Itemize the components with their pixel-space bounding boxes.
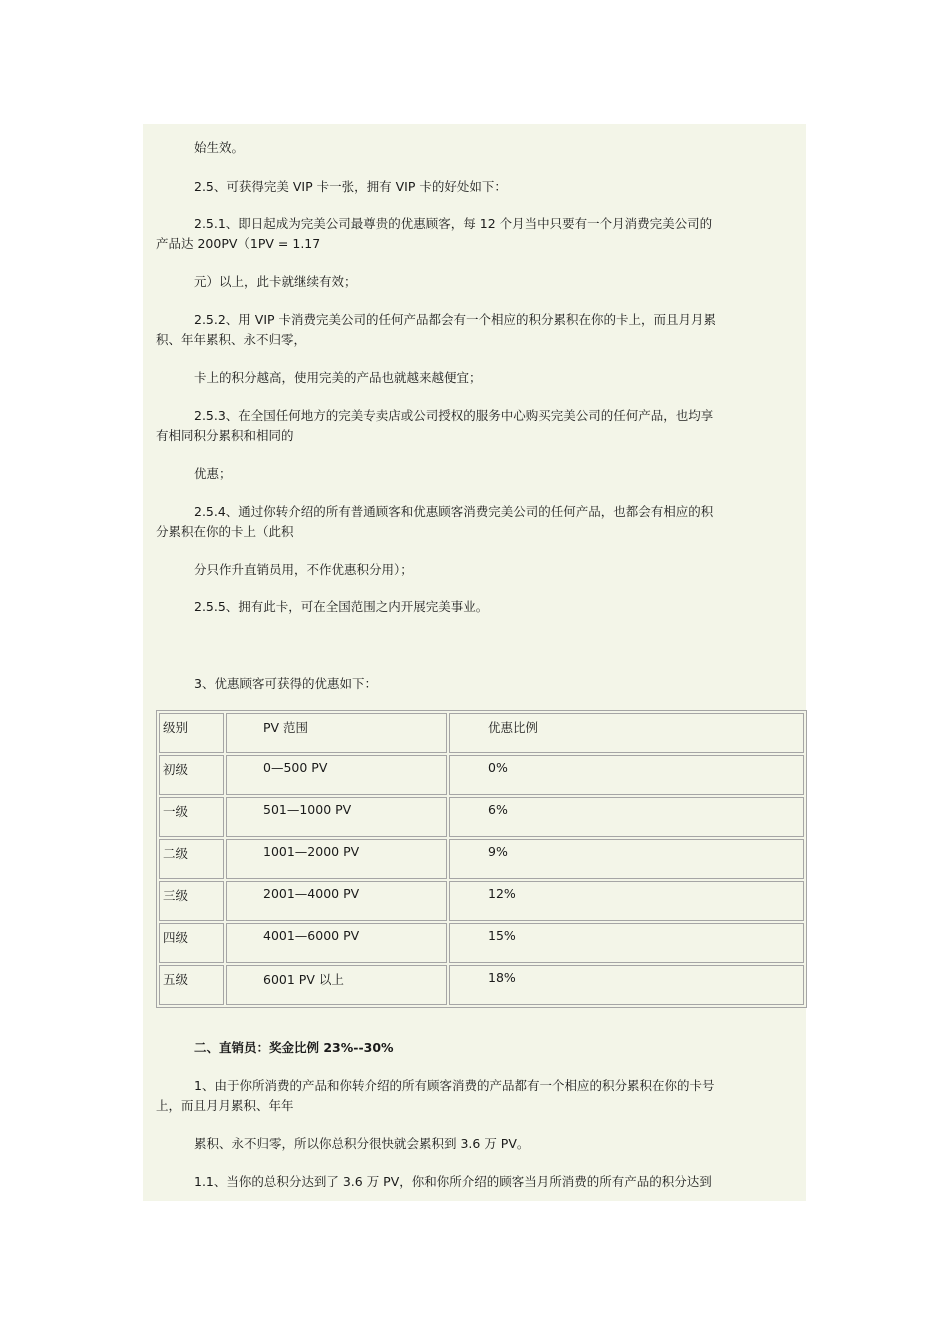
table-cell: 0% — [449, 755, 804, 795]
paragraph-2-5-1: 2.5.1、即日起成为完美公司最尊贵的优惠顾客，每 12 个月当中只要有一个月消费完美公司的 — [194, 216, 713, 231]
table-cell: 0—500 PV — [226, 755, 447, 795]
table-cell: 12% — [449, 881, 804, 921]
paragraph-1-end: 累积、永不归零，所以你总积分很快就会累积到 3.6 万 PV。 — [194, 1136, 530, 1151]
table-row — [159, 797, 804, 837]
table-cell: 2001—4000 PV — [226, 881, 447, 921]
paragraph-2-5-2-cont: 积、年年累积、永不归零， — [156, 332, 307, 347]
table-cell: 一级 — [159, 797, 224, 837]
paragraph-2-5-4: 2.5.4、通过你转介绍的所有普通顾客和优惠顾客消费完美公司的任何产品，也都会有相应的积 — [194, 504, 714, 519]
paragraph-1-1: 1.1、当你的总积分达到了 3.6 万 PV，你和你所介绍的顾客当月所消费的所有产品的积分达到 — [194, 1174, 712, 1189]
paragraph-2-5-1-end: 元）以上，此卡就继续有效； — [194, 274, 357, 289]
table-header-cell: 级别 — [159, 713, 224, 753]
table-cell: 6% — [449, 797, 804, 837]
paragraph-1-cont: 上，而且月月累积、年年 — [156, 1098, 294, 1113]
table-header-cell: PV 范围 — [226, 713, 447, 753]
table-header-row — [159, 713, 804, 753]
paragraph-2-5: 2.5、可获得完美 VIP 卡一张，拥有 VIP 卡的好处如下： — [194, 179, 507, 194]
table-row — [159, 965, 804, 1005]
table-cell: 二级 — [159, 839, 224, 879]
table-cell: 三级 — [159, 881, 224, 921]
table-row — [159, 755, 804, 795]
paragraph-2-5-2-end: 卡上的积分越高，使用完美的产品也就越来越便宜； — [194, 370, 482, 385]
paragraph-2-5-2: 2.5.2、用 VIP 卡消费完美公司的任何产品都会有一个相应的积分累积在你的卡上，而且月月累 — [194, 312, 717, 327]
paragraph-effective: 始生效。 — [194, 140, 245, 155]
table-cell: 501—1000 PV — [226, 797, 447, 837]
paragraph-1: 1、由于你所消费的产品和你转介绍的所有顾客消费的产品都有一个相应的积分累积在你的卡号 — [194, 1078, 715, 1093]
paragraph-3: 3、优惠顾客可获得的优惠如下： — [194, 676, 377, 691]
table-cell: 18% — [449, 965, 804, 1005]
paragraph-2-5-4-end: 分只作升直销员用，不作优惠积分用）； — [194, 562, 413, 577]
table-cell: 9% — [449, 839, 804, 879]
table-row — [159, 881, 804, 921]
paragraph-2-5-3-cont: 有相同积分累积和相同的 — [156, 428, 294, 443]
table-cell: 五级 — [159, 965, 224, 1005]
discount-table — [156, 710, 807, 1008]
section-heading-direct-sales: 二、直销员：奖金比例 23%--30% — [194, 1040, 394, 1055]
table-cell: 15% — [449, 923, 804, 963]
paragraph-2-5-5: 2.5.5、拥有此卡，可在全国范围之内开展完美事业。 — [194, 599, 489, 614]
paragraph-2-5-3-end: 优惠； — [194, 466, 232, 481]
paragraph-2-5-3: 2.5.3、在全国任何地方的完美专卖店或公司授权的服务中心购买完美公司的任何产品，也均享 — [194, 408, 714, 423]
paragraph-2-5-4-cont: 分累积在你的卡上（此积 — [156, 524, 294, 539]
paragraph-2-5-1-cont: 产品达 200PV（1PV = 1.17 — [156, 236, 321, 251]
table-header-cell: 优惠比例 — [449, 713, 804, 753]
table-cell: 初级 — [159, 755, 224, 795]
table-row — [159, 839, 804, 879]
table-cell: 4001—6000 PV — [226, 923, 447, 963]
table-row — [159, 923, 804, 963]
table-cell: 1001—2000 PV — [226, 839, 447, 879]
table-cell: 6001 PV 以上 — [226, 965, 447, 1005]
table-cell: 四级 — [159, 923, 224, 963]
